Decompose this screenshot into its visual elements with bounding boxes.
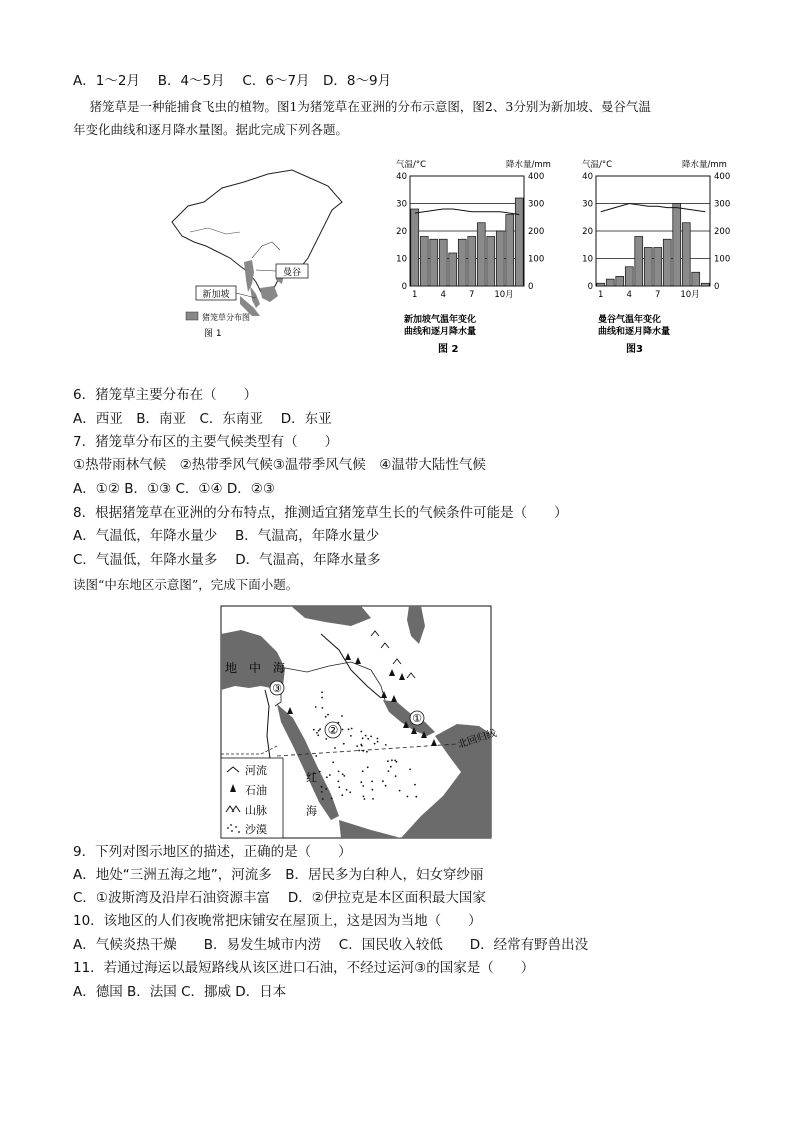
fig3-right-tick: 0 [714, 282, 720, 292]
question-7-list: ①热带雨林气候 ②热带季风气候③温带季风气候 ④温带大陆性气候 [73, 457, 486, 473]
fig2-left-tick: 40 [396, 172, 407, 182]
fig2-y-right-label: 降水量/mm [506, 160, 551, 170]
fig2-right-tick: 100 [528, 254, 545, 265]
fig3-left-tick: 10 [582, 254, 593, 265]
label-mediterranean: 地 中 海 [225, 661, 286, 675]
fig2-temperature-curve [415, 209, 520, 215]
fig2-precip-bar-10 [496, 231, 504, 286]
fig2-x-tick: 4 [440, 290, 446, 300]
fig2-x-tick: 10月 [494, 290, 514, 300]
question-8: 8．根据猪笼草在亚洲的分布特点，推测适宜猪笼草生长的气候条件可能是（ ） [73, 505, 568, 521]
figure-1-asia-map [160, 162, 380, 342]
label-singapore: 新加坡 [202, 290, 230, 300]
question-7-options: A．①② B．①③ C．①④ D．②③ [73, 481, 276, 497]
fig3-right-tick: 300 [714, 199, 731, 210]
fig2-right-tick: 300 [528, 199, 545, 210]
fig2-left-tick: 20 [396, 227, 407, 237]
fig3-caption-line2: 曲线和逐月降水量 [598, 327, 671, 337]
q5-options: A．1～2月 B．4～5月 C．6～7月 D．8～9月 [73, 73, 392, 89]
question-6-options: A．西亚 B．南亚 C．东南亚 D．东亚 [73, 411, 332, 427]
figure-2-singapore-climograph [390, 156, 566, 356]
label-tropic: 北回归线 [456, 728, 498, 751]
fig2-precip-bar-7 [468, 237, 476, 287]
distribution-area-borneo [260, 286, 278, 302]
fig2-x-tick: 7 [469, 290, 475, 300]
question-8-options-cd: C．气温低，年降水量多 D．气温高，年降水量多 [73, 552, 381, 568]
fig3-x-tick: 10月 [680, 290, 700, 300]
intro-paragraph-line2: 年变化曲线和逐月降水量图。据此完成下列各题。 [73, 122, 349, 137]
fig2-x-tick: 1 [412, 290, 418, 300]
fig1-legend-label: 猪笼草分布图 [202, 313, 250, 322]
question-10: 10．该地区的人们夜晚常把床铺安在屋顶上，这是因为当地（ ） [73, 913, 482, 929]
fig3-precip-bar-3 [616, 276, 624, 286]
question-10-options: A．气候炎热干燥 B．易发生城市内涝 C．国民收入较低 D．经常有野兽出没 [73, 937, 589, 953]
question-11-options: A．德国 B．法国 C．挪威 D．日本 [73, 984, 287, 1000]
fig3-precip-bar-4 [625, 267, 633, 286]
fig3-precip-bar-9 [673, 204, 681, 287]
intro-middle-east: 读图“中东地区示意图”，完成下面小题。 [73, 577, 299, 592]
legend-label: 石油 [245, 784, 267, 797]
fig3-precip-bar-2 [606, 279, 614, 286]
asia-outline [172, 170, 342, 298]
fig3-y-right-label: 降水量/mm [682, 160, 727, 170]
question-9-options-cd: C．①波斯湾及沿岸石油资源丰富 D．②伊拉克是本区面积最大国家 [73, 890, 486, 906]
fig3-left-tick: 40 [582, 172, 593, 182]
fig2-precip-bar-9 [487, 237, 495, 287]
fig3-x-tick: 1 [598, 290, 604, 300]
fig2-precip-bar-3 [430, 239, 438, 286]
question-8-options-ab: A．气温低，年降水量少 B．气温高，年降水量少 [73, 528, 380, 544]
figure-middle-east-map [221, 606, 498, 838]
label-red-sea: 红 海 [304, 772, 318, 816]
label-bangkok: 曼谷 [282, 268, 302, 278]
fig3-precip-bar-1 [597, 283, 605, 286]
distribution-area-indochina [244, 260, 254, 292]
fig3-temperature-curve [601, 204, 706, 212]
fig2-y-left-label: 气温/°C [396, 160, 427, 170]
fig2-precip-bar-11 [506, 215, 514, 287]
fig3-x-tick: 4 [626, 290, 632, 300]
marker-2-region: ② [327, 723, 339, 737]
fig2-precip-bar-4 [439, 239, 447, 286]
fig3-precip-bar-6 [644, 248, 652, 287]
fig2-precip-bar-1 [411, 209, 419, 286]
question-9-options-ab: A．地处“三洲五海之地”，河流多 B．居民多为白种人，妇女穿纱丽 [73, 867, 484, 883]
legend-label: 沙漠 [245, 823, 267, 836]
fig2-precip-bar-12 [515, 198, 523, 286]
legend-label: 河流 [245, 764, 267, 777]
fig2-precip-bar-5 [449, 253, 457, 286]
fig3-caption-line1: 曼谷气温年变化 [598, 315, 662, 325]
fig1-caption: 图 1 [204, 329, 222, 339]
fig2-left-tick: 10 [396, 254, 407, 265]
fig2-precip-bar-6 [458, 239, 466, 286]
fig3-x-tick: 7 [655, 290, 661, 300]
fig2-label: 图 2 [438, 344, 459, 355]
fig3-precip-bar-7 [654, 248, 662, 287]
fig3-precip-bar-10 [682, 223, 690, 286]
figure-3-bangkok-climograph [576, 156, 744, 356]
marker-1-gulf: ① [412, 712, 422, 725]
fig2-left-tick: 30 [396, 199, 407, 210]
question-9: 9．下列对图示地区的描述，正确的是（ ） [73, 844, 352, 860]
fig2-caption-line1: 新加坡气温年变化 [404, 315, 477, 325]
fig2-right-tick: 200 [528, 227, 545, 237]
fig3-left-tick: 20 [582, 227, 593, 237]
fig2-right-tick: 400 [528, 172, 545, 182]
fig3-precip-bar-11 [692, 272, 700, 286]
fig2-precip-bar-8 [477, 223, 485, 286]
fig2-caption-line2: 曲线和逐月降水量 [404, 327, 477, 337]
fig3-label: 图3 [626, 344, 643, 355]
question-7: 7．猪笼草分布区的主要气候类型有（ ） [73, 434, 339, 450]
question-6: 6．猪笼草主要分布在（ ） [73, 387, 258, 403]
marker-3-suez: ③ [272, 682, 282, 695]
fig3-precip-bar-5 [635, 237, 643, 287]
fig3-right-tick: 400 [714, 172, 731, 182]
fig2-right-tick: 0 [528, 282, 534, 292]
fig3-left-tick: 0 [587, 282, 593, 292]
fig3-right-tick: 100 [714, 254, 731, 265]
question-11: 11．若通过海运以最短路线从该区进口石油，不经过运河③的国家是（ ） [73, 960, 535, 976]
fig3-right-tick: 200 [714, 227, 731, 237]
fig3-precip-bar-12 [701, 283, 709, 286]
fig3-precip-bar-8 [663, 239, 671, 286]
fig3-y-left-label: 气温/°C [582, 160, 613, 170]
intro-paragraph-line1: 猪笼草是一种能捕食飞虫的植物。图1为猪笼草在亚洲的分布示意图，图2、3分别为新加坡、曼谷气温 [73, 99, 651, 114]
legend-label: 山脉 [245, 804, 267, 817]
fig2-precip-bar-2 [420, 237, 428, 287]
fig2-left-tick: 0 [401, 282, 407, 292]
fig3-left-tick: 30 [582, 199, 593, 210]
